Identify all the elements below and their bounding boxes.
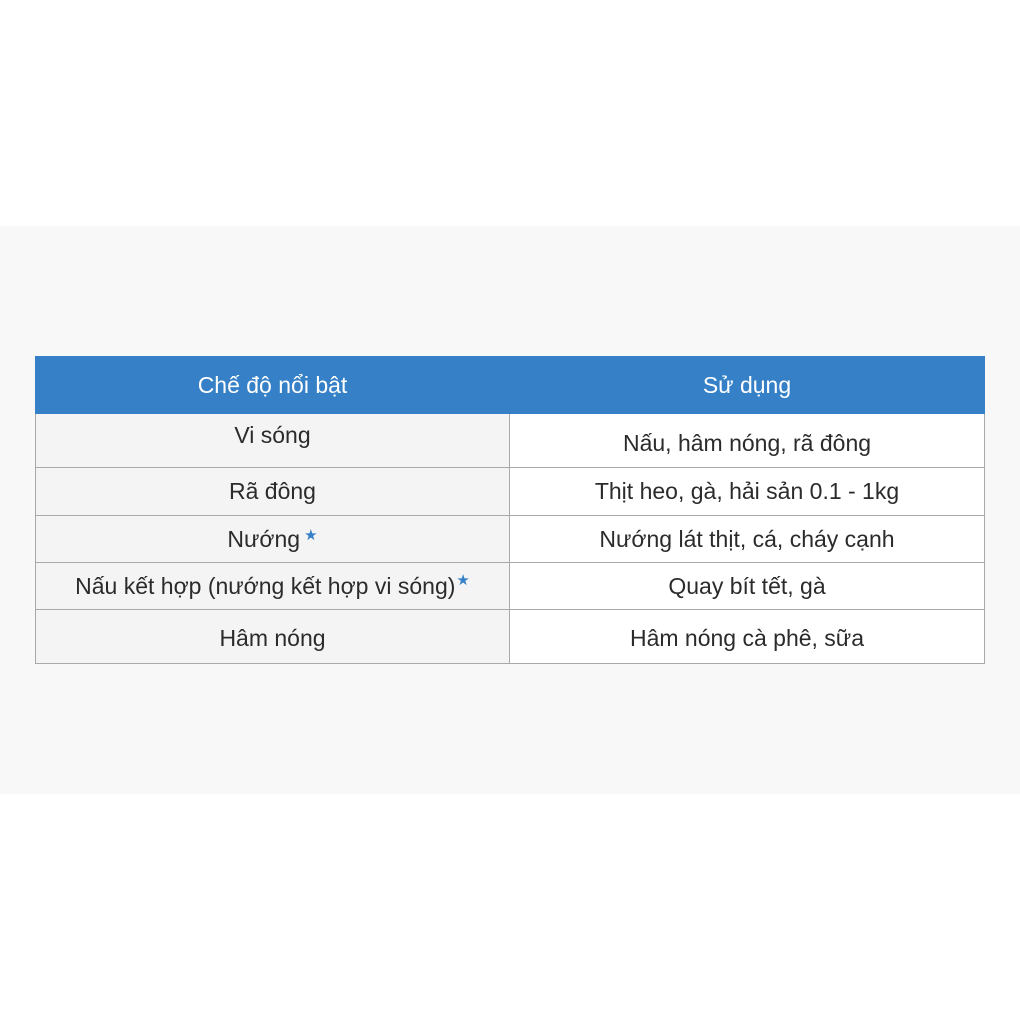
table-header: [36, 357, 985, 414]
use-cell: [510, 468, 985, 516]
header-use: Sử dụng: [510, 357, 985, 414]
mode-text: Hâm nóng: [219, 625, 326, 651]
features-table: [35, 356, 985, 664]
use-text: Quay bít tết, gà: [668, 572, 826, 599]
mode-cell: [36, 468, 510, 516]
header-mode: Chế độ nổi bật: [36, 357, 510, 414]
mode-text: Rã đông: [229, 478, 316, 504]
table-row: [36, 563, 985, 610]
use-cell: [510, 414, 985, 468]
mode-text: Nấu kết hợp (nướng kết hợp vi sóng): [75, 572, 456, 599]
use-text: Hâm nóng cà phê, sữa: [629, 625, 865, 651]
star-icon: ★: [304, 526, 318, 544]
use-cell: [510, 516, 985, 563]
mode-cell: [36, 414, 510, 468]
use-cell: [510, 563, 985, 610]
mode-text: Vi sóng: [234, 422, 311, 448]
mode-cell: [36, 516, 510, 563]
mode-cell: [36, 563, 510, 610]
table-row: [36, 468, 985, 516]
table-row: [36, 414, 985, 468]
star-icon: ★: [456, 571, 470, 589]
mode-text: Nướng: [227, 525, 301, 552]
use-text: Thịt heo, gà, hải sản 0.1 - 1kg: [594, 478, 900, 504]
table-row: [36, 516, 985, 563]
use-text: Nướng lát thịt, cá, cháy cạnh: [599, 525, 895, 552]
mode-cell: [36, 610, 510, 664]
use-cell: [510, 610, 985, 664]
table-row: [36, 610, 985, 664]
use-text: Nấu, hâm nóng, rã đông: [622, 430, 872, 456]
